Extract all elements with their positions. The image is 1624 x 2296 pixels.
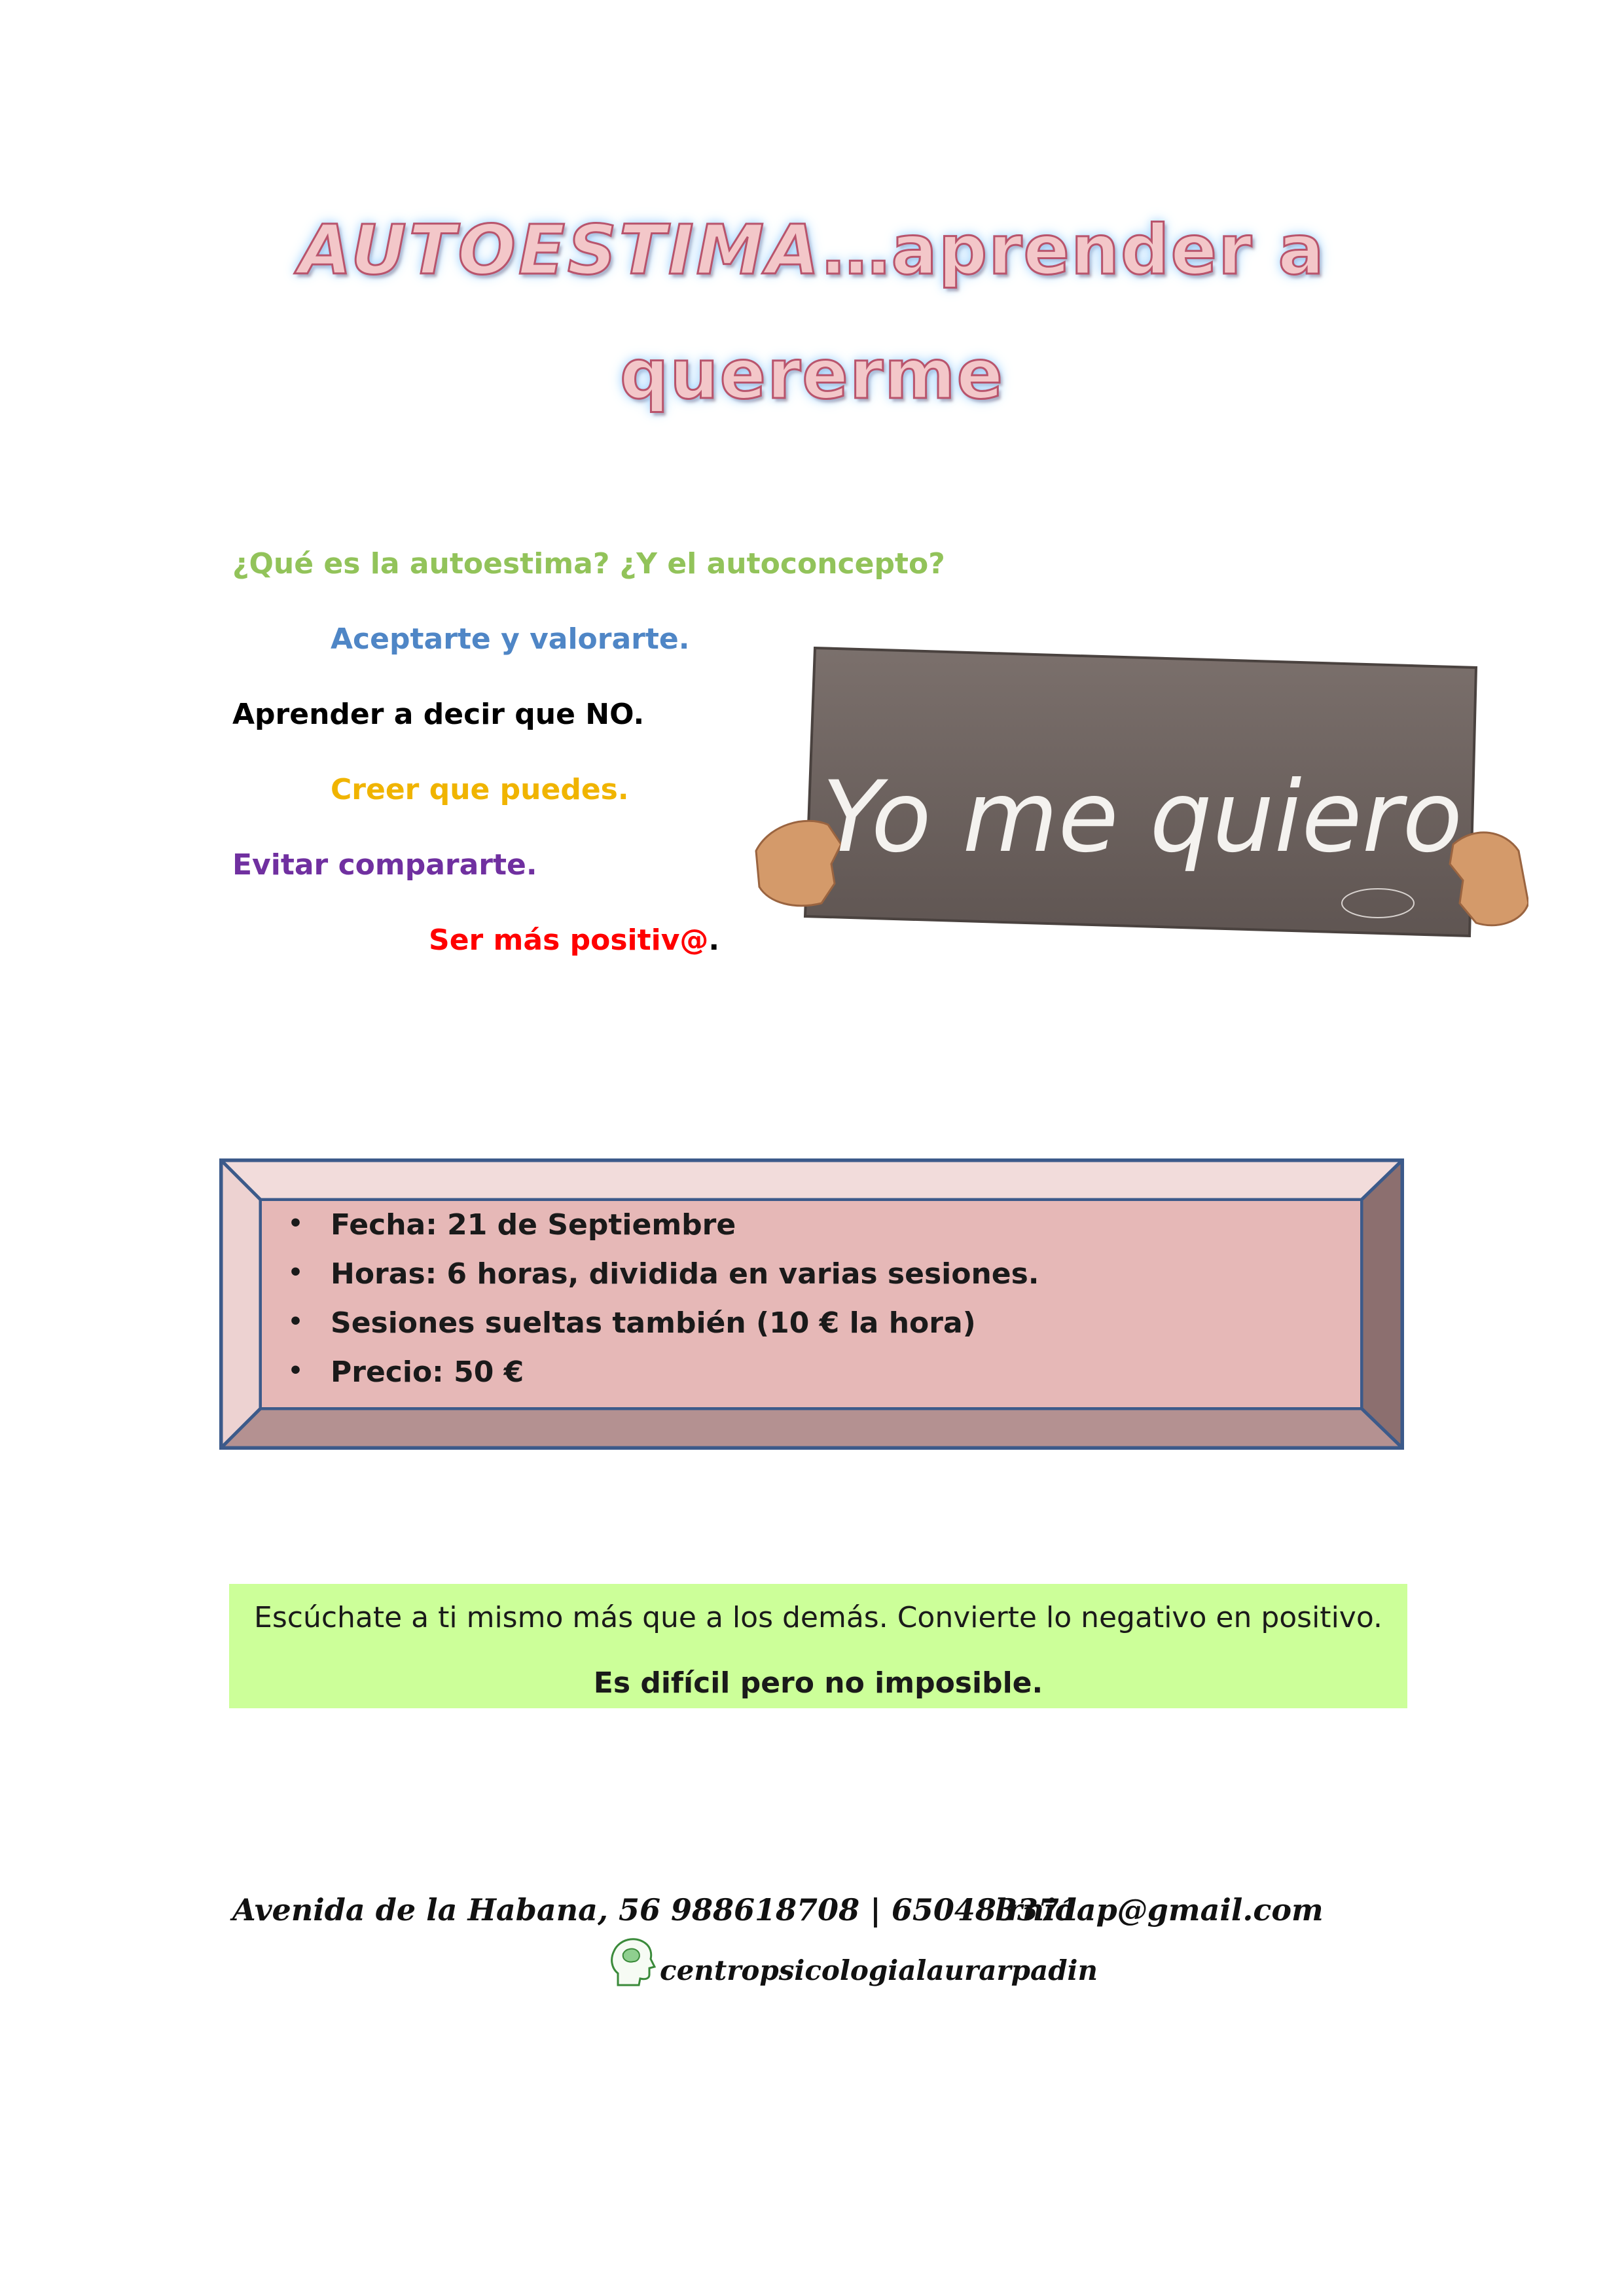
footer-email[interactable]: lrnidap@gmail.com [995,1892,1324,1928]
intro-compare-text: Evitar compararte [232,848,526,882]
bullet-icon: • [288,1210,304,1237]
intro-positive-text: Ser más positiv@ [429,924,709,957]
quote-line-2: Es difícil pero no imposible. [593,1666,1043,1700]
intro-believe: Creer que puedes. [331,773,629,806]
bullet-icon: • [288,1308,304,1335]
page-title [0,210,1624,290]
info-hours: Horas: 6 horas, dividida en varias sesiones. [331,1257,1039,1291]
title-autoestima: AUTOESTIMA [298,210,822,290]
footer-address-phones: Avenida de la Habana, 56 988618708 | 650483371 [232,1892,1080,1928]
quote-line-1: Escúchate a ti mismo más que a los demás. Convierte lo negativo en positivo. [254,1601,1382,1634]
intro-say-no: Aprender a decir que NO. [232,698,645,731]
intro-compare [232,848,537,882]
intro-accept: Aceptarte y valorarte. [331,622,690,656]
intro-positive-period: . [708,924,720,957]
info-box-bevel [219,1158,1404,1450]
info-box [219,1158,1404,1450]
head-profile-icon [609,1934,656,1988]
sign-text: Yo me quiero [821,761,1463,874]
info-date: Fecha: 21 de Septiembre [331,1208,736,1242]
info-sessions: Sesiones sueltas también (10 € la hora) [331,1306,976,1340]
yo-me-quiero-image [743,628,1528,982]
intro-positive [429,926,719,955]
bullet-icon: • [288,1259,304,1286]
yo-me-quiero-illustration [743,628,1528,982]
bullet-icon: • [288,1357,304,1384]
intro-question: ¿Qué es la autoestima? ¿Y el autoconcepto? [232,547,945,581]
intro-compare-period: . [526,848,537,882]
info-price: Precio: 50 € [331,1355,524,1389]
footer-website[interactable]: centropsicologialaurarpadin [660,1954,1098,1986]
page-title-line-2: quererme [619,334,1005,414]
quote-box [229,1584,1407,1708]
title-aprender: …aprender a [821,210,1326,290]
